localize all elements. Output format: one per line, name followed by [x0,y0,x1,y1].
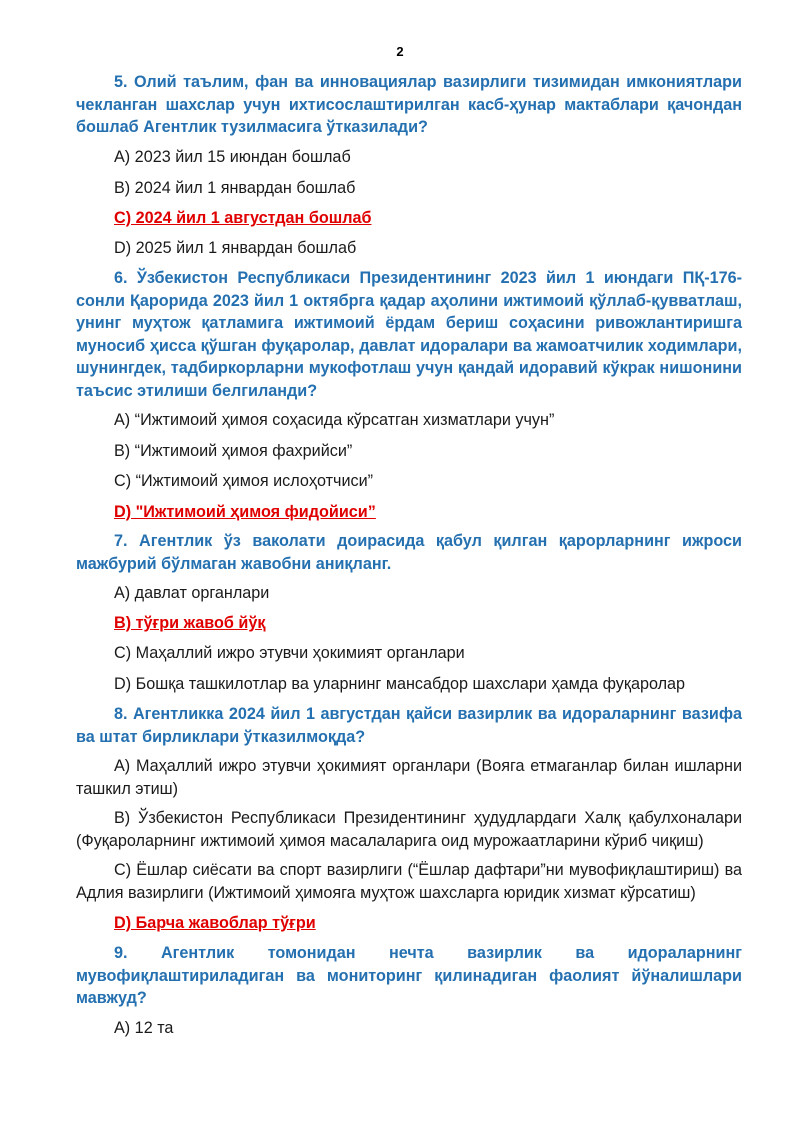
option-8d-correct [76,912,742,935]
option-7d: D) Бошқа ташкилотлар ва уларнинг мансабдор шахслари ҳамда фуқаролар [114,675,686,693]
option-5c-correct [76,207,742,230]
option-8a: A) Маҳаллий ижро этувчи ҳокимият органлари (Вояга етмаганлар билан ишларни ташкил этиш) [76,757,742,798]
question-6: 6. Ўзбекистон Республикаси Президентининг 2023 йил 1 июндаги ПҚ-176-сонли Қарорида 2023 йил 1 октябрга қадар аҳолини ижтимоий қўллаб-қувватлаш, унинг муҳтож қатламига ижтимоий ёрдам бериш соҳасини ривожлантиришга муносиб ҳисса қўшган фуқаролар, давлат идоралари ва жамоатчилик ходимлари, шунингдек, тадбиркорларни мукофотлаш учун қандай идоравий кўкрак нишонини таъсис этилиши белгиланди? [76,269,742,400]
option-9a: A) 12 та [114,1019,174,1037]
option-6a: A) “Ижтимоий ҳимоя соҳасида кўрсатган хизматлари учун” [114,411,555,429]
option-8c: C) Ёшлар сиёсати ва спорт вазирлиги (“Ёшлар дафтари”ни мувофиқлаштириш) ва Адлия вазирлиги (Ижтимоий ҳимояга муҳтож шахсларга юридик хизмат кўрсатиш) [76,861,742,902]
option-6c: C) “Ижтимоий ҳимоя ислоҳотчиси” [114,472,374,490]
option-7c: C) Маҳаллий ижро этувчи ҳокимият органлари [114,644,465,662]
option-7a: A) давлат органлари [114,584,270,602]
question-7: 7. Агентлик ўз ваколати доирасида қабул қилган қарорларнинг ижроси мажбурий бўлмаган жавобни аниқланг. [76,532,742,573]
option-5b: B) 2024 йил 1 январдан бошлаб [114,179,356,197]
option-8b: B) Ўзбекистон Республикаси Президентининг ҳудудлардаги Халқ қабулхоналари (Фуқароларнинг ижтимоий ҳимоя масалаларига оид мурожаатларини кўриб чиқиш) [76,809,742,850]
option-5a: A) 2023 йил 15 июндан бошлаб [114,148,351,166]
correct-answer: D) "Ижтимоий ҳимоя фидойиси” [114,503,376,521]
question-5: 5. Олий таълим, фан ва инновациялар вазирлиги тизимидан имкониятлари чекланган шахслар учун ихтисослаштирилган касб-ҳунар мактаблари қачондан бошлаб Агентлик тузилмасига ўтказилади? [76,73,742,136]
question-8: 8. Агентликка 2024 йил 1 августдан қайси вазирлик ва идораларнинг вазифа ва штат бирликлари ўтказилмоқда? [76,705,742,746]
option-6b: B) “Ижтимоий ҳимоя фахрийси” [114,442,353,460]
correct-answer: D) Барча жавоблар тўғри [114,914,316,932]
question-9: 9. Агентлик томонидан нечта вазирлик ва идораларнинг мувофиқлаштириладиган ва мониторинг қилинадиган фаолият йўналишлари мавжуд? [76,944,742,1007]
option-6d-correct [76,501,742,524]
correct-answer: C) 2024 йил 1 августдан бошлаб [114,209,372,227]
option-5d: D) 2025 йил 1 январдан бошлаб [114,239,357,257]
correct-answer: B) тўғри жавоб йўқ [114,614,266,632]
page-number: 2 [396,44,404,59]
option-7b-correct [76,612,742,635]
